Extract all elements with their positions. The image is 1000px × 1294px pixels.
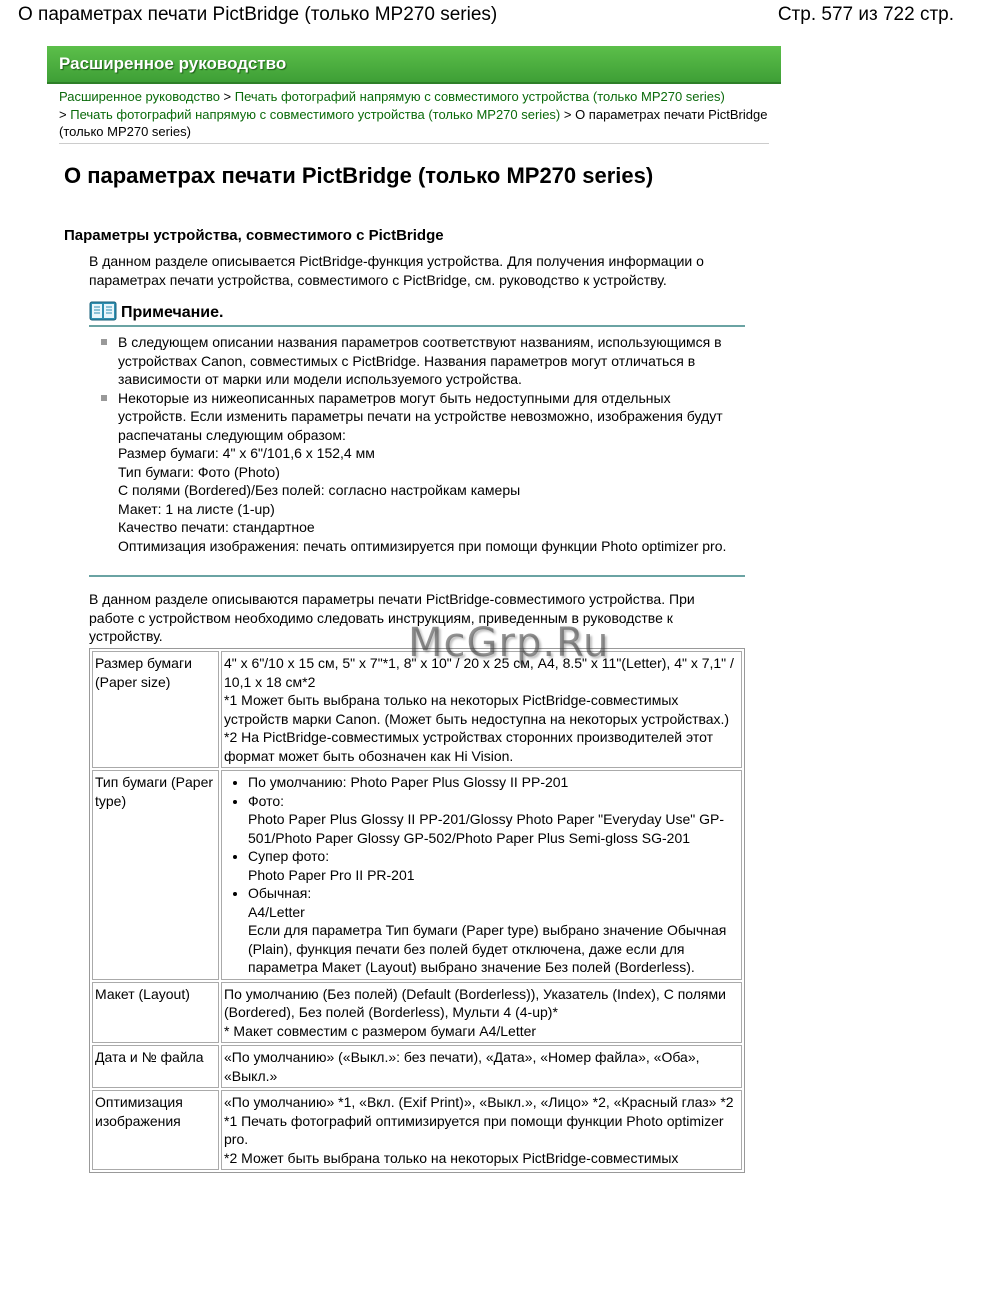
note-list — [101, 333, 741, 555]
list-item — [248, 884, 739, 977]
table-row — [92, 982, 742, 1044]
param-line: • Обычная: — [248, 885, 312, 901]
note-title: Примечание. — [121, 304, 224, 321]
param-line: • Супер фото: — [248, 848, 330, 864]
note-text: Размер бумаги: 4" x 6"/101,6 x 152,4 мм — [118, 445, 375, 461]
param-label: Размер бумаги (Paper size) — [92, 651, 219, 768]
note-header — [89, 301, 745, 327]
note-divider — [89, 575, 745, 577]
list-item — [248, 792, 739, 848]
param-value — [221, 651, 742, 768]
list-item — [248, 847, 739, 884]
breadcrumb-divider — [59, 143, 769, 144]
param-line: «По умолчанию» («Выкл.»: без печати), «Дата», «Номер файла», «Оба», «Выкл.» — [224, 1049, 700, 1084]
param-line: *1 Может быть выбрана только на некоторых PictBridge-совместимых устройств марки Canon. (Может быть недоступна на некоторых устройствах.) — [224, 692, 730, 727]
section-banner — [47, 46, 781, 84]
watermark: McGrp.Ru — [408, 620, 610, 666]
note-text: Некоторые из нижеописанных параметров могут быть недоступными для отдельных устройств. Если изменить параметры печати на устройстве невозможно, изображения будут распечатаны следующим образом: — [118, 389, 723, 443]
param-value — [221, 770, 742, 980]
param-line: «По умолчанию» *1, «Вкл. (Exif Print)», «Выкл.», «Лицо» *2, «Красный глаз» *2 — [224, 1094, 734, 1110]
bullet-icon — [101, 395, 107, 401]
table-row — [92, 1045, 742, 1088]
breadcrumb-current: > О параметрах печати PictBridge (только MP270 series) — [59, 106, 768, 139]
intro-paragraph: В данном разделе описывается PictBridge-функция устройства. Для получения информации о параметрах печати устройства, совместимого с PictBridge, см. руководство к устройству. — [89, 253, 704, 288]
table-row — [92, 651, 742, 768]
book-icon — [89, 301, 117, 321]
page-counter: Стр. 577 из 722 стр. — [777, 4, 954, 25]
note-text: Тип бумаги: Фото (Photo) — [118, 463, 280, 480]
param-label: Дата и № файла — [92, 1045, 219, 1088]
breadcrumb-separator: > — [219, 89, 235, 104]
param-line: • По умолчанию: Photo Paper Plus Glossy II PP-201 — [248, 774, 569, 790]
page-title: О параметрах печати PictBridge (только MP270 series) — [64, 163, 654, 188]
param-value — [221, 1090, 742, 1170]
breadcrumb-link-guide[interactable]: Расширенное руководство — [59, 89, 220, 104]
param-line: *2 Может быть выбрана только на некоторых PictBridge-совместимых — [224, 1149, 679, 1166]
paper-type-list — [224, 773, 739, 977]
breadcrumb-link-direct-print-2[interactable]: Печать фотографий напрямую с совместимого устройства (только MP270 series) — [70, 106, 561, 122]
note-text: Качество печати: стандартное — [118, 519, 315, 535]
note-text: В следующем описании названия параметров соответствуют названиям, использующимся в устройствах Canon, совместимых с PictBridge. Названия параметров могут отличаться в зависимости от марки или модели используемого устройства. — [118, 334, 722, 387]
table-row — [92, 770, 742, 980]
parameters-table — [89, 648, 745, 1173]
breadcrumb-separator: > — [59, 106, 71, 122]
param-line: A4/Letter — [248, 903, 305, 920]
param-line: 4" x 6"/10 x 15 см, 5" x 7"*1, 8" x 10" / 20 x 25 см, A4, 8.5" x 11"(Letter), 4" x 7,1" / 10,1 x 18 см*2 — [224, 655, 734, 690]
param-line: • Фото: — [248, 792, 285, 809]
breadcrumb-link-direct-print[interactable]: Печать фотографий напрямую с совместимого устройства (только MP270 series) — [234, 89, 725, 104]
param-value — [221, 1045, 742, 1088]
breadcrumb — [59, 88, 769, 141]
note-item — [101, 333, 741, 389]
section-title: Параметры устройства, совместимого с PictBridge — [64, 227, 444, 244]
param-line: Photo Paper Pro II PR-201 — [248, 866, 415, 883]
banner-label: Расширенное руководство — [59, 54, 287, 73]
param-value — [221, 982, 742, 1044]
param-label: Оптимизация изображения — [92, 1090, 219, 1170]
bullet-icon — [101, 339, 107, 345]
table-row — [92, 1090, 742, 1170]
note-text: С полями (Bordered)/Без полей: согласно настройкам камеры — [118, 482, 521, 498]
param-line: Если для параметра Тип бумаги (Paper type) выбрано значение Обычная (Plain), функция печати без полей будет отключена, даже если для параметра Макет (Layout) выбрано значение Без полей (Borderless). — [248, 922, 727, 975]
param-line: *1 Печать фотографий оптимизируется при помощи функции Photo optimizer pro. — [224, 1112, 724, 1147]
param-label: Тип бумаги (Paper type) — [92, 770, 219, 980]
param-line: *2 На PictBridge-совместимых устройствах сторонних производителей этот формат может быть обозначен как Hi Vision. — [224, 729, 713, 764]
param-label: Макет (Layout) — [92, 982, 219, 1044]
note-text: Оптимизация изображения: печать оптимизируется при помощи функции Photo optimizer pro. — [118, 537, 727, 554]
note-item — [101, 389, 741, 556]
list-item — [248, 773, 739, 792]
param-line: * Макет совместим с размером бумаги A4/Letter — [224, 1022, 537, 1039]
document-title: О параметрах печати PictBridge (только MP270 series) — [18, 4, 498, 25]
intro2-paragraph: В данном разделе описываются параметры печати PictBridge-совместимого устройства. При работе с устройством необходимо следовать инструкциям, приведенным в руководстве к устройству. — [89, 591, 695, 644]
param-line: Photo Paper Plus Glossy II PP-201/Glossy Photo Paper "Everyday Use" GP-501/Photo Paper Glossy GP-502/Photo Paper Plus Semi-gloss SG-201 — [248, 811, 725, 846]
note-text: Макет: 1 на листе (1-up) — [118, 500, 275, 517]
param-line: По умолчанию (Без полей) (Default (Borderless)), Указатель (Index), С полями (Bordered), Без полей (Borderless), Мульти 4 (4-up)* — [224, 985, 726, 1020]
